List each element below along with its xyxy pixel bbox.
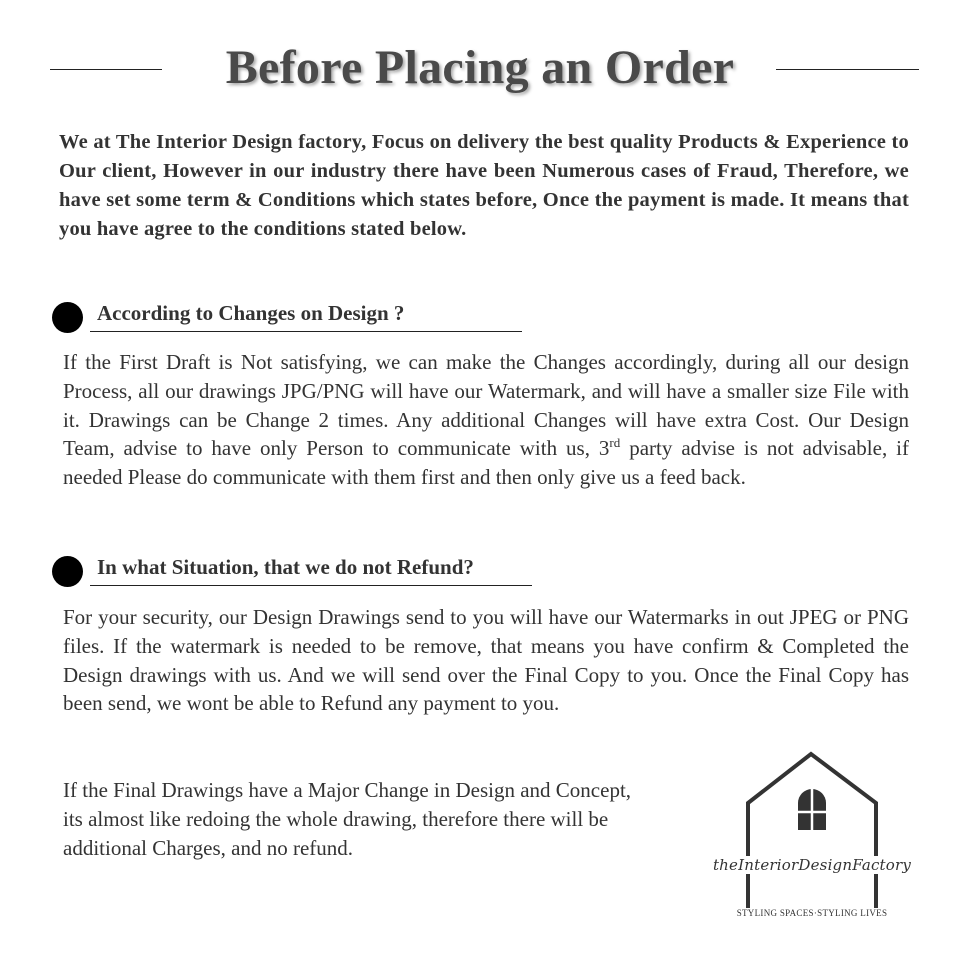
superscript-rd: rd <box>609 435 621 451</box>
section-body-changes-part2: party advise is not advisable, if needed Please do communicate with them first and then only give us a feed back. <box>63 436 909 490</box>
title-rule-right <box>776 69 919 70</box>
section-underline <box>90 585 532 586</box>
section-body-changes <box>63 348 909 492</box>
section-body-changes-part1: If the First Draft is Not satisfying, we can make the Changes accordingly, during all our design Process, all our drawings JPG/PNG will have our Watermark, and will have a smaller size File with it. Drawings can be Change 2 times. Any additional Changes will have extra Cost. Our Design Team, advise to have only Person to communicate with us, 3 <box>63 350 909 461</box>
title-row <box>0 38 960 100</box>
section-title-changes: According to Changes on Design ? <box>97 301 405 325</box>
page-title: Before Placing an Order <box>225 41 735 94</box>
brand-tagline: STYLING SPACES·STYLING LIVES <box>736 908 888 918</box>
bullet-dot-icon <box>52 556 83 587</box>
bullet-dot-icon <box>52 302 83 333</box>
brand-name: theInteriorDesignFactory <box>712 856 912 874</box>
house-logo-icon <box>712 748 912 928</box>
section-body-refund: For your security, our Design Drawings send to you will have our Watermarks in out JPEG or PNG files. If the watermark is needed to be remove, that means you have confirm & Completed the Design drawings with us. And we will send over the Final Copy to you. Once the Final Copy has been send, we wont be able to Refund any payment to you. <box>63 605 909 716</box>
section-underline <box>90 331 522 332</box>
section-heading-changes <box>52 300 532 332</box>
intro-paragraph: We at The Interior Design factory, Focus on delivery the best quality Products & Experience to Our client, However in our industry there have been Numerous cases of Fraud, Therefore, we have set some term & Conditions which states before, Once the payment is made. It means that you have agree to the conditions stated below. <box>59 131 909 240</box>
section-body-refund-extra <box>63 776 723 863</box>
text-line: If the Final Drawings have a Major Change in Design and Concept, <box>63 778 632 802</box>
company-logo <box>712 748 912 928</box>
section-heading-refund <box>52 554 542 586</box>
text-line: additional Charges, and no refund. <box>63 836 354 860</box>
section-title-refund: In what Situation, that we do not Refund? <box>97 555 474 579</box>
text-line: its almost like redoing the whole drawing, therefore there will be <box>63 807 609 831</box>
